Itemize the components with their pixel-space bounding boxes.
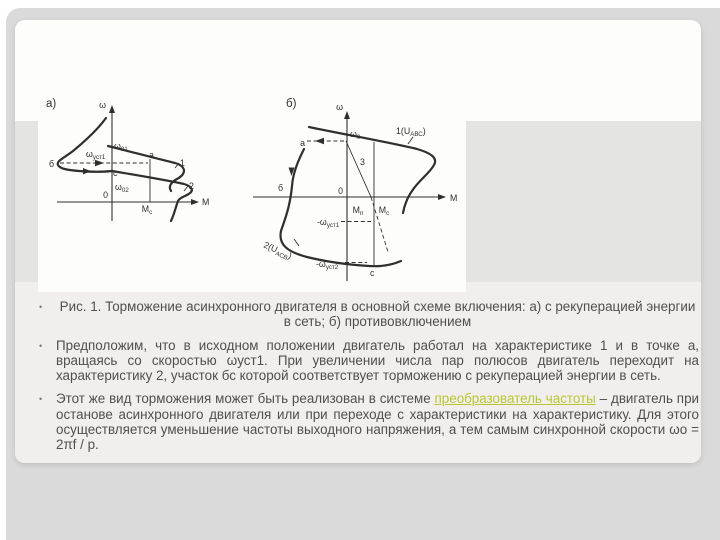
panel-a-caption: а) [46,98,57,110]
bullet-marker: • [39,340,43,351]
paragraph-2-text: Предположим, что в исходном положении двигатель работал на характеристике 1 и в точке а, вращаясь со скоростью ωуст1. При увеличении числа пар полюсов двигатель переходит на характеристику 2, участок бс которой соответствует торможению с рекуперацией энергии в сеть. [56,337,699,384]
panel-b-wust1-label: $-\omega_{уст1}$ [317,217,340,230]
figure-caption-text: Рис. 1. Торможение асинхронного двигателя в основной схеме включения: а) с рекуперацией энергии в сеть; б) противовключением [59,299,696,330]
panel-b-point-a-label: а [300,138,305,148]
panel-a-braking-loop [58,118,112,172]
bullet-figure-caption [39,299,699,330]
panel-b-m-axis-arrow [438,194,446,200]
panel-a-direction-arrow [83,168,91,174]
panel-a-point-c-label: с [113,168,118,178]
panel-a-curve1-label: 1 [180,158,185,168]
panel-b-point-c-label: с [370,268,375,278]
panel-b-mp-label: $М_п$ [352,205,364,218]
paragraph-3-text [56,391,699,452]
panel-b-omega-axis-label: ω [336,102,343,112]
panel-a-wust-label: $\omega_{уст1}$ [86,149,106,162]
panel-b-curve3-label: 3 [360,157,365,167]
panel-a [46,98,209,221]
panel-b-w0-arrow [315,138,324,144]
frequency-converter-link[interactable]: преобразователь частоты [434,391,596,407]
panel-a-curves [58,118,192,221]
panel-a-point-a-label: а [149,150,154,160]
panel-a-curve2-label: 2 [189,181,194,191]
panel-a-w02-label: $\omega_{02}$ [115,182,129,195]
panel-b-point-b-label: б [278,183,284,193]
panel-b-m-axis-label: М [450,193,458,203]
bullet-paragraph-2 [39,338,699,384]
bullet-marker: • [39,394,43,405]
panel-a-omega-axis-arrow [109,105,115,113]
panel-a-mc-label: $М_с$ [141,204,153,217]
panel-b-curve1-label: $1(U_{АВС})$ [396,126,426,139]
panel-a-m-axis-label: М [202,197,210,207]
panel-b-caption: б) [286,98,297,110]
panel-a-point-b-label: б [49,159,55,169]
panel-b-curve2-tick [294,239,299,246]
figure-1-diagrams [38,78,466,292]
paragraph-3-before-link: Этот же вид торможения может быть реализован в системе [56,391,435,407]
figure-1-box [38,78,466,292]
paragraph-3-after-link: – двигатель при останове асинхронного двигателя или при переходе с характеристики на характеристику. Для этого осуществляется уменьшение частоты выходного напряжения, а тем самым синхронной скорости ωо = 2πf / p. [56,391,699,453]
panel-b [253,98,457,281]
panel-b-origin-label: 0 [338,186,343,196]
panel-a-origin-label: 0 [103,190,108,200]
panel-b-w0-label: $\omega_0$ [350,129,361,142]
panel-b-characteristic-3-solid [346,141,371,197]
panel-b-curve2-label: $2(U_{АСВ})$ [262,239,294,262]
slide-card [15,20,701,463]
panel-b-wust2-label: $-\omega_{уст2}$ [316,259,339,272]
panel-a-omega-axis-label: ω [99,100,106,110]
panel-b-mc-label: $М_с$ [378,205,390,218]
bullet-marker: • [39,302,43,312]
panel-a-curve2-tick [184,186,188,191]
panel-a-m-axis-arrow [191,199,199,205]
panel-b-omega-axis-arrow [344,111,350,119]
bullet-paragraph-3 [39,391,699,452]
panel-a-w01-label: $\omega_{01}$ [114,141,128,154]
slide-text-block [39,299,699,461]
